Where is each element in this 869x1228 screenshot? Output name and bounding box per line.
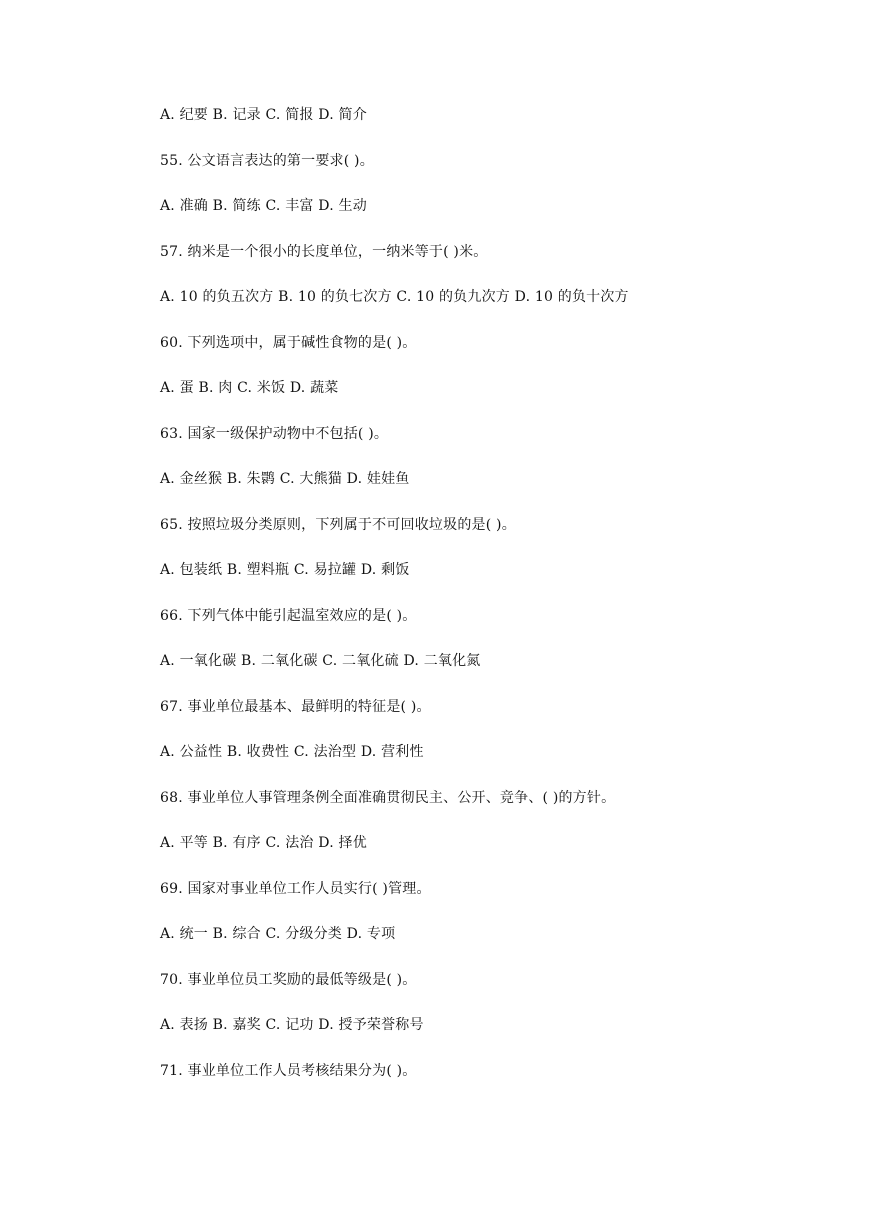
question-70: 70. 事业单位员工奖励的最低等级是( )。 <box>160 972 417 988</box>
answer-options-65: A. 包装纸 B. 塑料瓶 C. 易拉罐 D. 剩饭 <box>160 562 410 578</box>
answer-options-67: A. 公益性 B. 收费性 C. 法治型 D. 营利性 <box>160 744 424 760</box>
answer-options-70: A. 表扬 B. 嘉奖 C. 记功 D. 授予荣誉称号 <box>160 1017 424 1033</box>
answer-options-66: A. 一氧化碳 B. 二氧化碳 C. 二氧化硫 D. 二氧化氮 <box>160 653 481 669</box>
question-55: 55. 公文语言表达的第一要求( )。 <box>160 153 374 169</box>
answer-options-54: A. 纪要 B. 记录 C. 简报 D. 简介 <box>160 107 367 123</box>
question-57: 57. 纳米是一个很小的长度单位，一纳米等于( )米。 <box>160 244 488 260</box>
answer-options-60: A. 蛋 B. 肉 C. 米饭 D. 蔬菜 <box>160 380 339 396</box>
question-66: 66. 下列气体中能引起温室效应的是( )。 <box>160 608 417 624</box>
answer-options-57: A. 10 的负五次方 B. 10 的负七次方 C. 10 的负九次方 D. 10 的负十次方 <box>160 289 629 305</box>
question-68: 68. 事业单位人事管理条例全面准确贯彻民主、公开、竞争、( )的方针。 <box>160 790 616 806</box>
question-67: 67. 事业单位最基本、最鲜明的特征是( )。 <box>160 699 431 715</box>
answer-options-69: A. 统一 B. 综合 C. 分级分类 D. 专项 <box>160 926 396 942</box>
question-69: 69. 国家对事业单位工作人员实行( )管理。 <box>160 881 431 897</box>
answer-options-55: A. 准确 B. 简练 C. 丰富 D. 生动 <box>160 198 367 214</box>
answer-options-63: A. 金丝猴 B. 朱鹮 C. 大熊猫 D. 娃娃鱼 <box>160 471 410 487</box>
question-60: 60. 下列选项中，属于碱性食物的是( )。 <box>160 335 417 351</box>
question-63: 63. 国家一级保护动物中不包括( )。 <box>160 426 389 442</box>
question-65: 65. 按照垃圾分类原则，下列属于不可回收垃圾的是( )。 <box>160 517 516 533</box>
question-71: 71. 事业单位工作人员考核结果分为( )。 <box>160 1063 417 1079</box>
answer-options-68: A. 平等 B. 有序 C. 法治 D. 择优 <box>160 835 367 851</box>
